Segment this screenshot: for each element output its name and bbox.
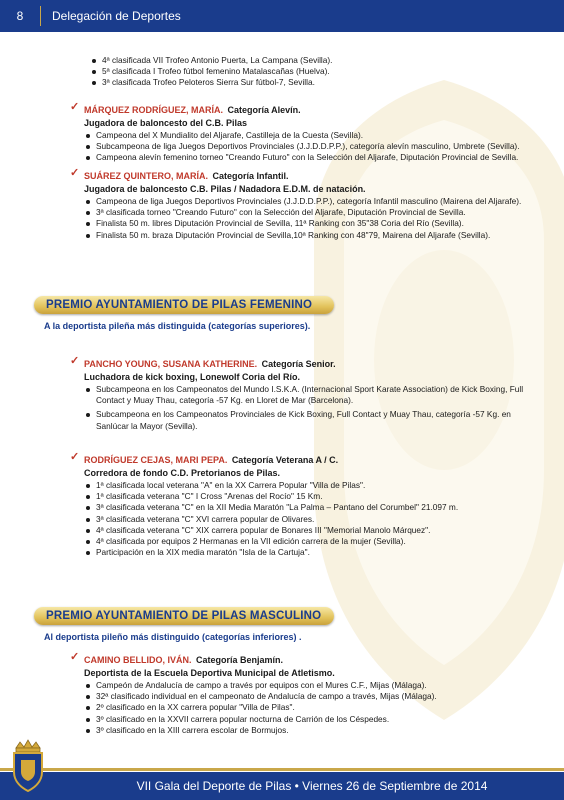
list-item: 1ª clasificada local veterana "A" en la XX Carrera Popular "Villa de Pilas".: [84, 480, 544, 491]
list-item: 5ª clasificada I Trofeo fútbol femenino Matalascañas (Huelva).: [90, 66, 550, 77]
athlete-entry: [70, 166, 544, 241]
top-items-list: [90, 55, 550, 89]
list-item: Campeona de liga Juegos Deportivos Provinciales (J.J.D.D.P.P.), categoría Infantil masculino (Mairena del Aljarafe).: [84, 196, 544, 207]
athlete-category: Categoría Benjamín.: [195, 655, 283, 665]
athlete-entry: [70, 450, 544, 558]
athlete-team: Deportista de la Escuela Deportiva Municipal de Atletismo.: [84, 668, 335, 678]
footer-text: VII Gala del Deporte de Pilas • Viernes 26 de Septiembre de 2014: [136, 779, 488, 793]
athlete-name: PANCHO YOUNG, SUSANA KATHERINE.: [84, 359, 258, 369]
achievements-list: [84, 384, 544, 432]
list-item: Subcampeona de liga Juegos Deportivos Provinciales (J.J.D.D.P.P.), categoría alevín masculino, Umbrete (Sevilla).: [84, 141, 544, 152]
athlete-category: Categoría Alevín.: [227, 105, 301, 115]
footer-gold-line: [0, 768, 564, 771]
list-item: 4ª clasificada veterana "C" XIX carrera popular de Bonares III "Memorial Manolo Márquez".: [84, 525, 544, 536]
list-item: 3º clasificado en la XIII carrera escolar de Bormujos.: [84, 725, 544, 736]
achievements-list: [84, 130, 544, 164]
athlete-category: Categoría Senior.: [261, 359, 336, 369]
list-item: Campeón de Andalucía de campo a través por equipos con el Mures C.F., Mijas (Málaga).: [84, 680, 544, 691]
athlete-entry: [70, 354, 544, 432]
section-title: Delegación de Deportes: [52, 9, 181, 23]
list-item: Finalista 50 m. libres Diputación Provincial de Sevilla, 11ª Ranking con 35"38 Coria del Río (Sevilla).: [84, 218, 544, 229]
list-item: Subcampeona en los Campeonatos Provinciales de Kick Boxing, Full Contact y Muay Thau, categoría -57 Kg. en Sanlúcar la Mayor (Sevilla).: [84, 409, 544, 431]
athlete-category: Categoría Infantil.: [212, 171, 289, 181]
athlete-name: MÁRQUEZ RODRÍGUEZ, MARÍA.: [84, 105, 223, 115]
athlete-team: Jugadora de baloncesto del C.B. Pilas: [84, 118, 248, 128]
list-item: 4ª clasificada VII Trofeo Antonio Puerta, La Campana (Sevilla).: [90, 55, 550, 66]
athlete-category: Categoría Veterana A / C.: [231, 455, 339, 465]
list-item: Subcampeona en los Campeonatos del Mundo I.S.K.A. (Internacional Sport Karate Association) de Kick Boxing, Full Contact y Muay Thau, categoría -57 Kg. en Lloret de Mar (Barcelona).: [84, 384, 544, 406]
list-item: 3ª clasificada Trofeo Peloteros Sierra Sur fútbol-7, Sevilla.: [90, 77, 550, 88]
athlete-team: Luchadora de kick boxing, Lonewolf Coria del Río.: [84, 372, 301, 382]
achievements-list: [84, 680, 544, 736]
achievements-list: [84, 480, 544, 558]
list-item: Campeona del X Mundialito del Aljarafe, Castilleja de la Cuesta (Sevilla).: [84, 130, 544, 141]
athlete-team: Corredora de fondo C.D. Pretorianos de Pilas.: [84, 468, 281, 478]
list-item: 2º clasificado en la XX carrera popular "Villa de Pilas".: [84, 702, 544, 713]
list-item: 3ª clasificada torneo "Creando Futuro" con la Selección del Aljarafe, Diputación Provincial de Sevilla.: [84, 207, 544, 218]
prize-female-subtitle: A la deportista pileña más distinguida (categorías superiores).: [44, 321, 311, 331]
list-item: 3ª clasificada veterana "C" XVI carrera popular de Olivares.: [84, 514, 544, 525]
athlete-name: RODRÍGUEZ CEJAS, MARI PEPA.: [84, 455, 228, 465]
checkmark-icon: ✓: [70, 355, 80, 367]
prize-female-banner: [34, 296, 334, 314]
list-item: Campeona alevín femenino torneo "Creando Futuro" con la Selección del Aljarafe, Diputación Provincial de Sevilla.: [84, 152, 544, 163]
pilas-crest-icon: [8, 738, 48, 794]
checkmark-icon: ✓: [70, 167, 80, 179]
prize-male-subtitle: Al deportista pileño más distinguido (categorías inferiores) .: [44, 632, 302, 642]
list-item: 4ª clasificada por equipos 2 Hermanas en la VII edición carrera de la mujer (Sevilla).: [84, 536, 544, 547]
prize-male-banner: [34, 607, 334, 625]
list-item: 3ª clasificada veterana "C" en la XII Media Maratón "La Palma – Pantano del Corumbel" 21.097 m.: [84, 502, 544, 513]
prize-male-title: PREMIO AYUNTAMIENTO DE PILAS MASCULINO: [46, 610, 322, 622]
achievements-list: [84, 196, 544, 241]
page-number: 8: [16, 9, 24, 23]
list-item: Finalista 50 m. braza Diputación Provincial de Sevilla,10ª Ranking con 48"79, Mairena del Aljarafe (Sevilla).: [84, 230, 544, 241]
prize-female-title: PREMIO AYUNTAMIENTO DE PILAS FEMENINO: [46, 299, 313, 311]
athlete-name: SUÁREZ QUINTERO, MARÍA.: [84, 171, 209, 181]
list-item: 1ª clasificada veterana "C" I Cross "Arenas del Rocío" 15 Km.: [84, 491, 544, 502]
list-item: Participación en la XIX media maratón "Isla de la Cartuja".: [84, 547, 544, 558]
list-item: 32ª clasificado individual en el campeonato de Andalucía de campo a través, Mijas (Málaga).: [84, 691, 544, 702]
athlete-entry: [70, 100, 544, 164]
checkmark-icon: ✓: [70, 651, 80, 663]
athlete-entry: [70, 650, 544, 736]
athlete-team: Jugadora de baloncesto C.B. Pilas / Nadadora E.D.M. de natación.: [84, 184, 366, 194]
list-item: 3º clasificado en la XXVII carrera popular nocturna de Carrión de los Céspedes.: [84, 714, 544, 725]
checkmark-icon: ✓: [70, 101, 80, 113]
checkmark-icon: ✓: [70, 451, 80, 463]
athlete-name: CAMINO BELLIDO, IVÁN.: [84, 655, 192, 665]
